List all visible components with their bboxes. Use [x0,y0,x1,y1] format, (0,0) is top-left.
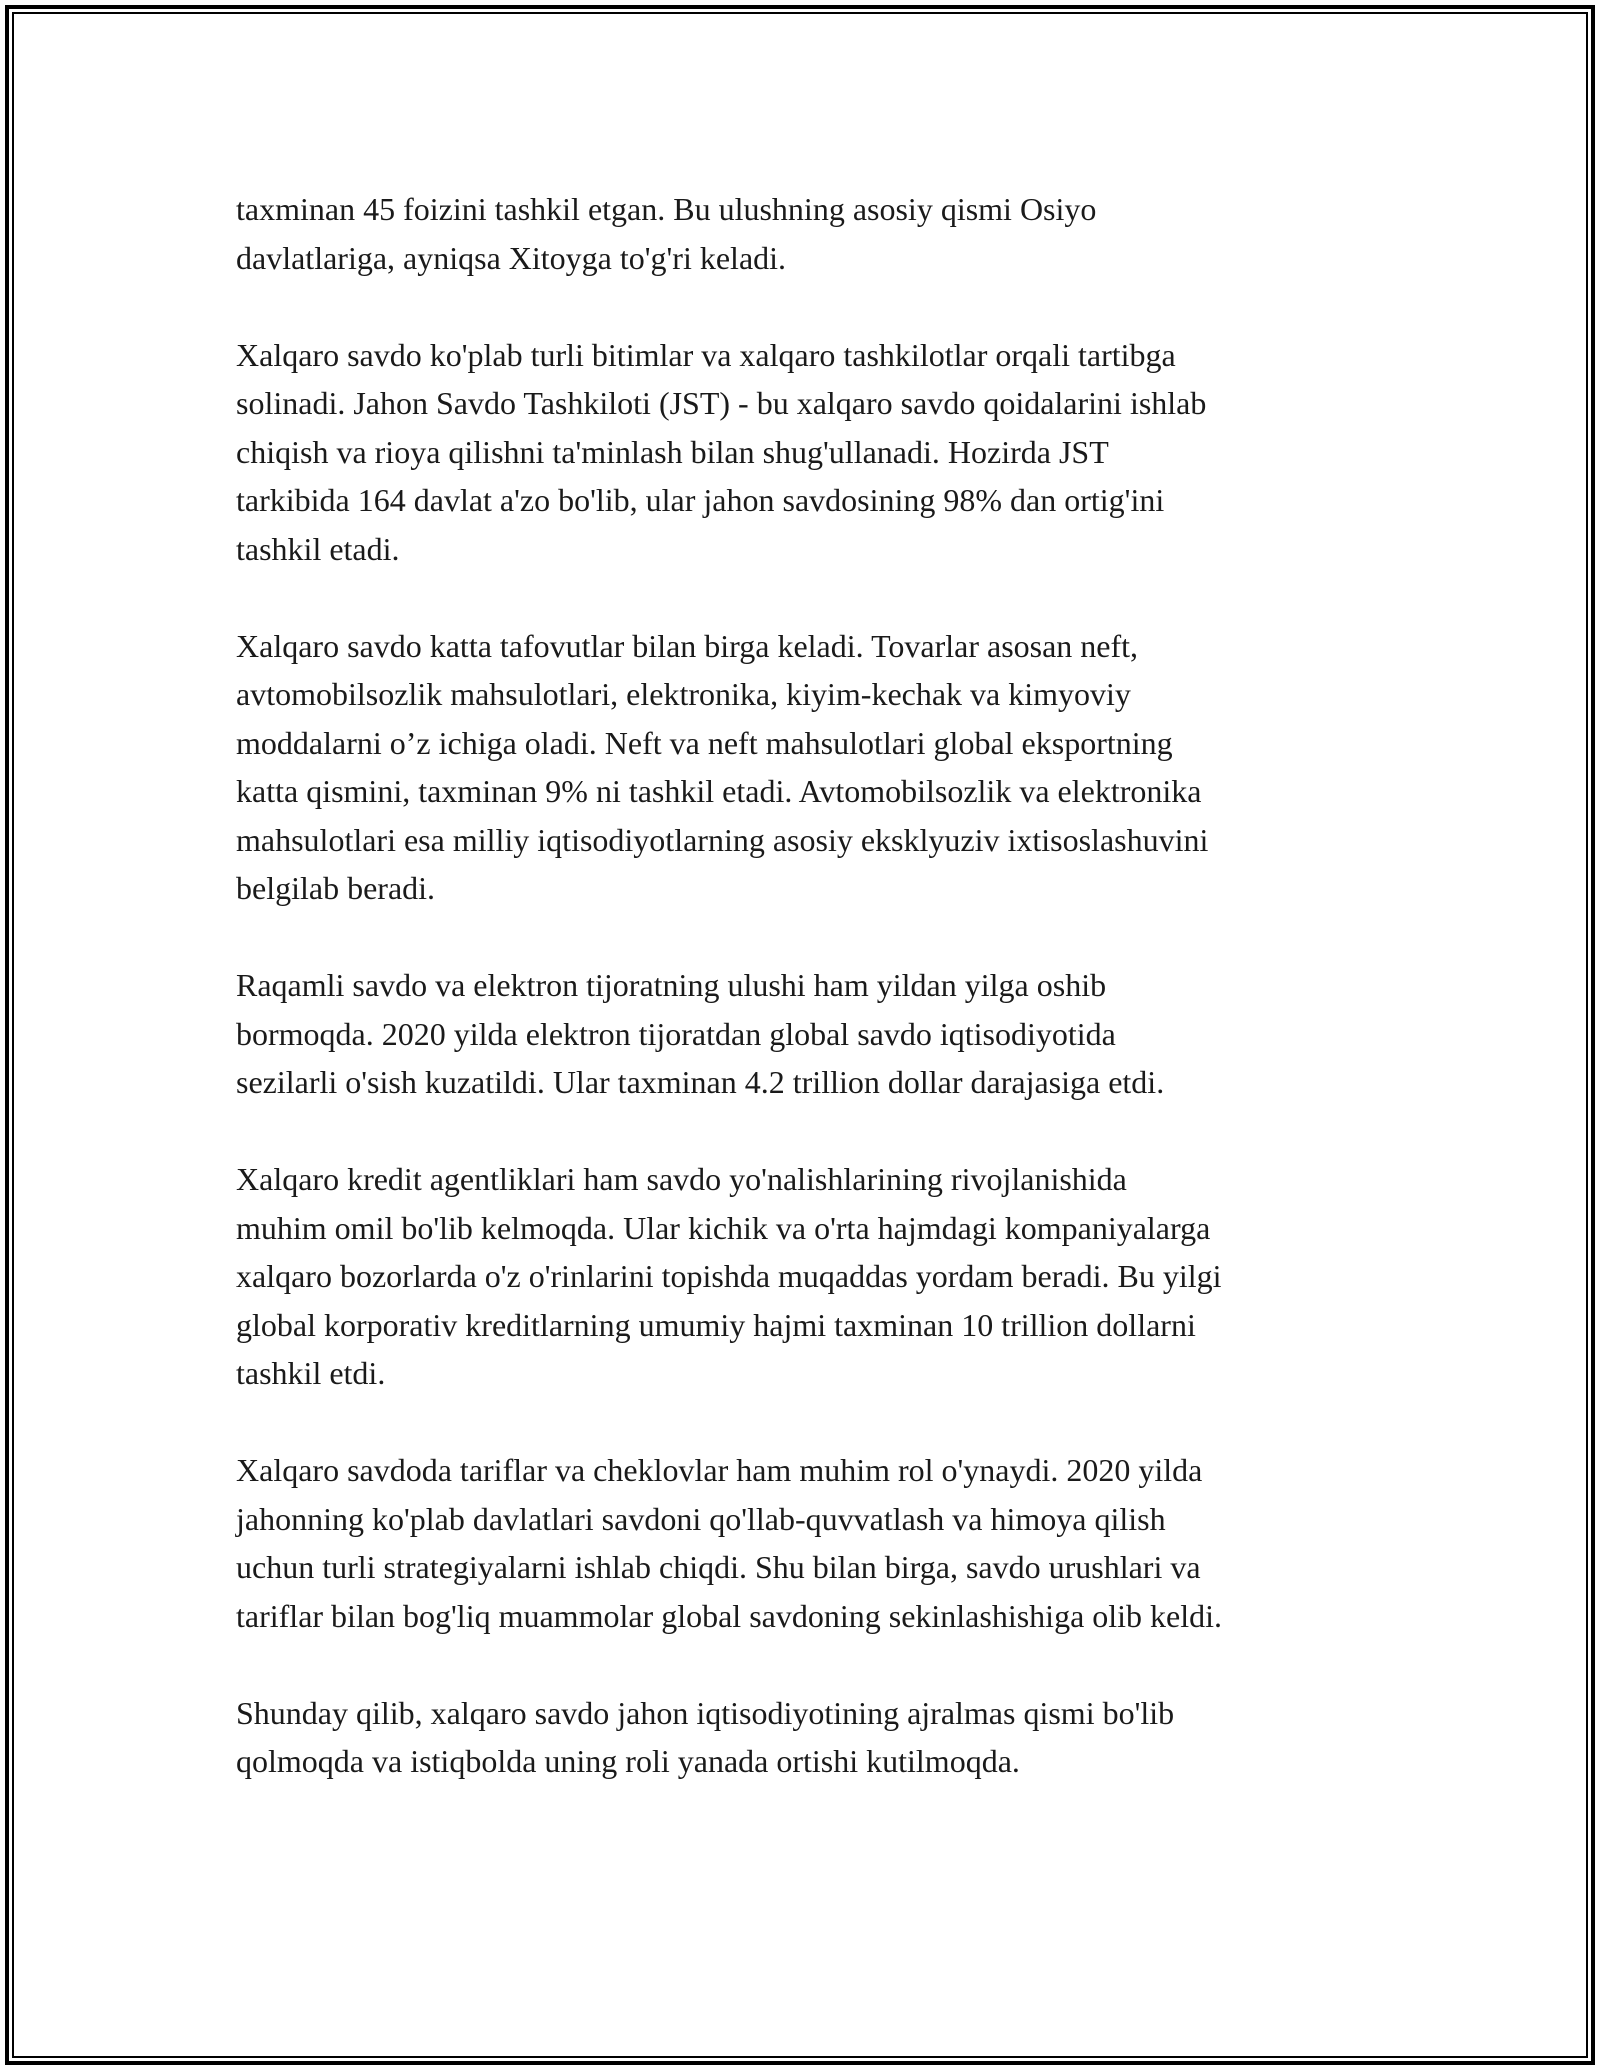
text-line: davlatlariga, ayniqsa Xitoyga to'g'ri keladi. [236,239,787,276]
document-body [236,185,1376,1786]
paragraph-5 [236,1155,1376,1398]
text-line: mahsulotlari esa milliy iqtisodiyotlarning asosiy eksklyuziv ixtisoslashuvini [236,821,1209,858]
text-line: Xalqaro savdoda tariflar va cheklovlar ham muhim rol o'ynaydi. 2020 yilda [236,1452,1203,1488]
text-line: Shunday qilib, xalqaro savdo jahon iqtisodiyotining ajralmas qismi bo'lib [236,1694,1175,1731]
text-line: bormoqda. 2020 yilda elektron tijoratdan global savdo iqtisodiyotida [236,1015,1116,1052]
text-line: Raqamli savdo va elektron tijoratning ulushi ham yildan yilga oshib [236,967,1107,1003]
paragraph-4 [236,961,1376,1107]
text-line: Xalqaro savdo ko'plab turli bitimlar va xalqaro tashkilotlar orqali tartibga [236,336,1176,373]
text-line: global korporativ kreditlarning umumiy hajmi taxminan 10 trillion dollarni [236,1306,1196,1343]
text-line: katta qismini, taxminan 9% ni tashkil etadi. Avtomobilsozlik va elektronika [236,773,1202,809]
paragraph-7 [236,1689,1376,1786]
paragraph-2 [236,331,1376,574]
text-line: tarkibida 164 davlat a'zo bo'lib, ular jahon savdosining 98% dan ortig'ini [236,482,1165,518]
text-line: moddalarni o’z ichiga oladi. Neft va neft mahsulotlari global eksportning [236,724,1173,761]
text-line: jahonning ko'plab davlatlari savdoni qo'llab-quvvatlash va himoya qilish [236,1500,1166,1537]
paragraph-3 [236,622,1376,913]
text-line: tashkil etadi. [236,530,400,567]
text-line: solinadi. Jahon Savdo Tashkiloti (JST) - bu xalqaro savdo qoidalarini ishlab [236,385,1207,421]
text-line: Xalqaro kredit agentliklari ham savdo yo'nalishlarining rivojlanishida [236,1161,1127,1197]
text-line: uchun turli strategiyalarni ishlab chiqdi. Shu bilan birga, savdo urushlari va [236,1549,1201,1585]
text-line: avtomobilsozlik mahsulotlari, elektronika, kiyim-kechak va kimyoviy [236,676,1131,712]
text-line: muhim omil bo'lib kelmoqda. Ular kichik va o'rta hajmdagi kompaniyalarga [236,1209,1211,1246]
paragraph-1 [236,185,1376,282]
text-line: xalqaro bozorlarda o'z o'rinlarini topishda muqaddas yordam beradi. Bu yilgi [236,1258,1222,1294]
text-line: tashkil etdi. [236,1355,386,1391]
text-line: tariflar bilan bog'liq muammolar global savdoning sekinlashishiga olib keldi. [236,1597,1223,1634]
text-line: sezilarli o'sish kuzatildi. Ular taxminan 4.2 trillion dollar darajasiga etdi. [236,1064,1165,1100]
text-line: qolmoqda va istiqbolda uning roli yanada ortishi kutilmoqda. [236,1743,1020,1779]
text-line: taxminan 45 foizini tashkil etgan. Bu ulushning asosiy qismi Osiyo [236,191,1097,227]
text-line: Xalqaro savdo katta tafovutlar bilan birga keladi. Tovarlar asosan neft, [236,627,1139,664]
text-line: chiqish va rioya qilishni ta'minlash bilan shug'ullanadi. Hozirda JST [236,433,1109,470]
text-line: belgilab beradi. [236,870,436,906]
paragraph-6 [236,1446,1376,1640]
